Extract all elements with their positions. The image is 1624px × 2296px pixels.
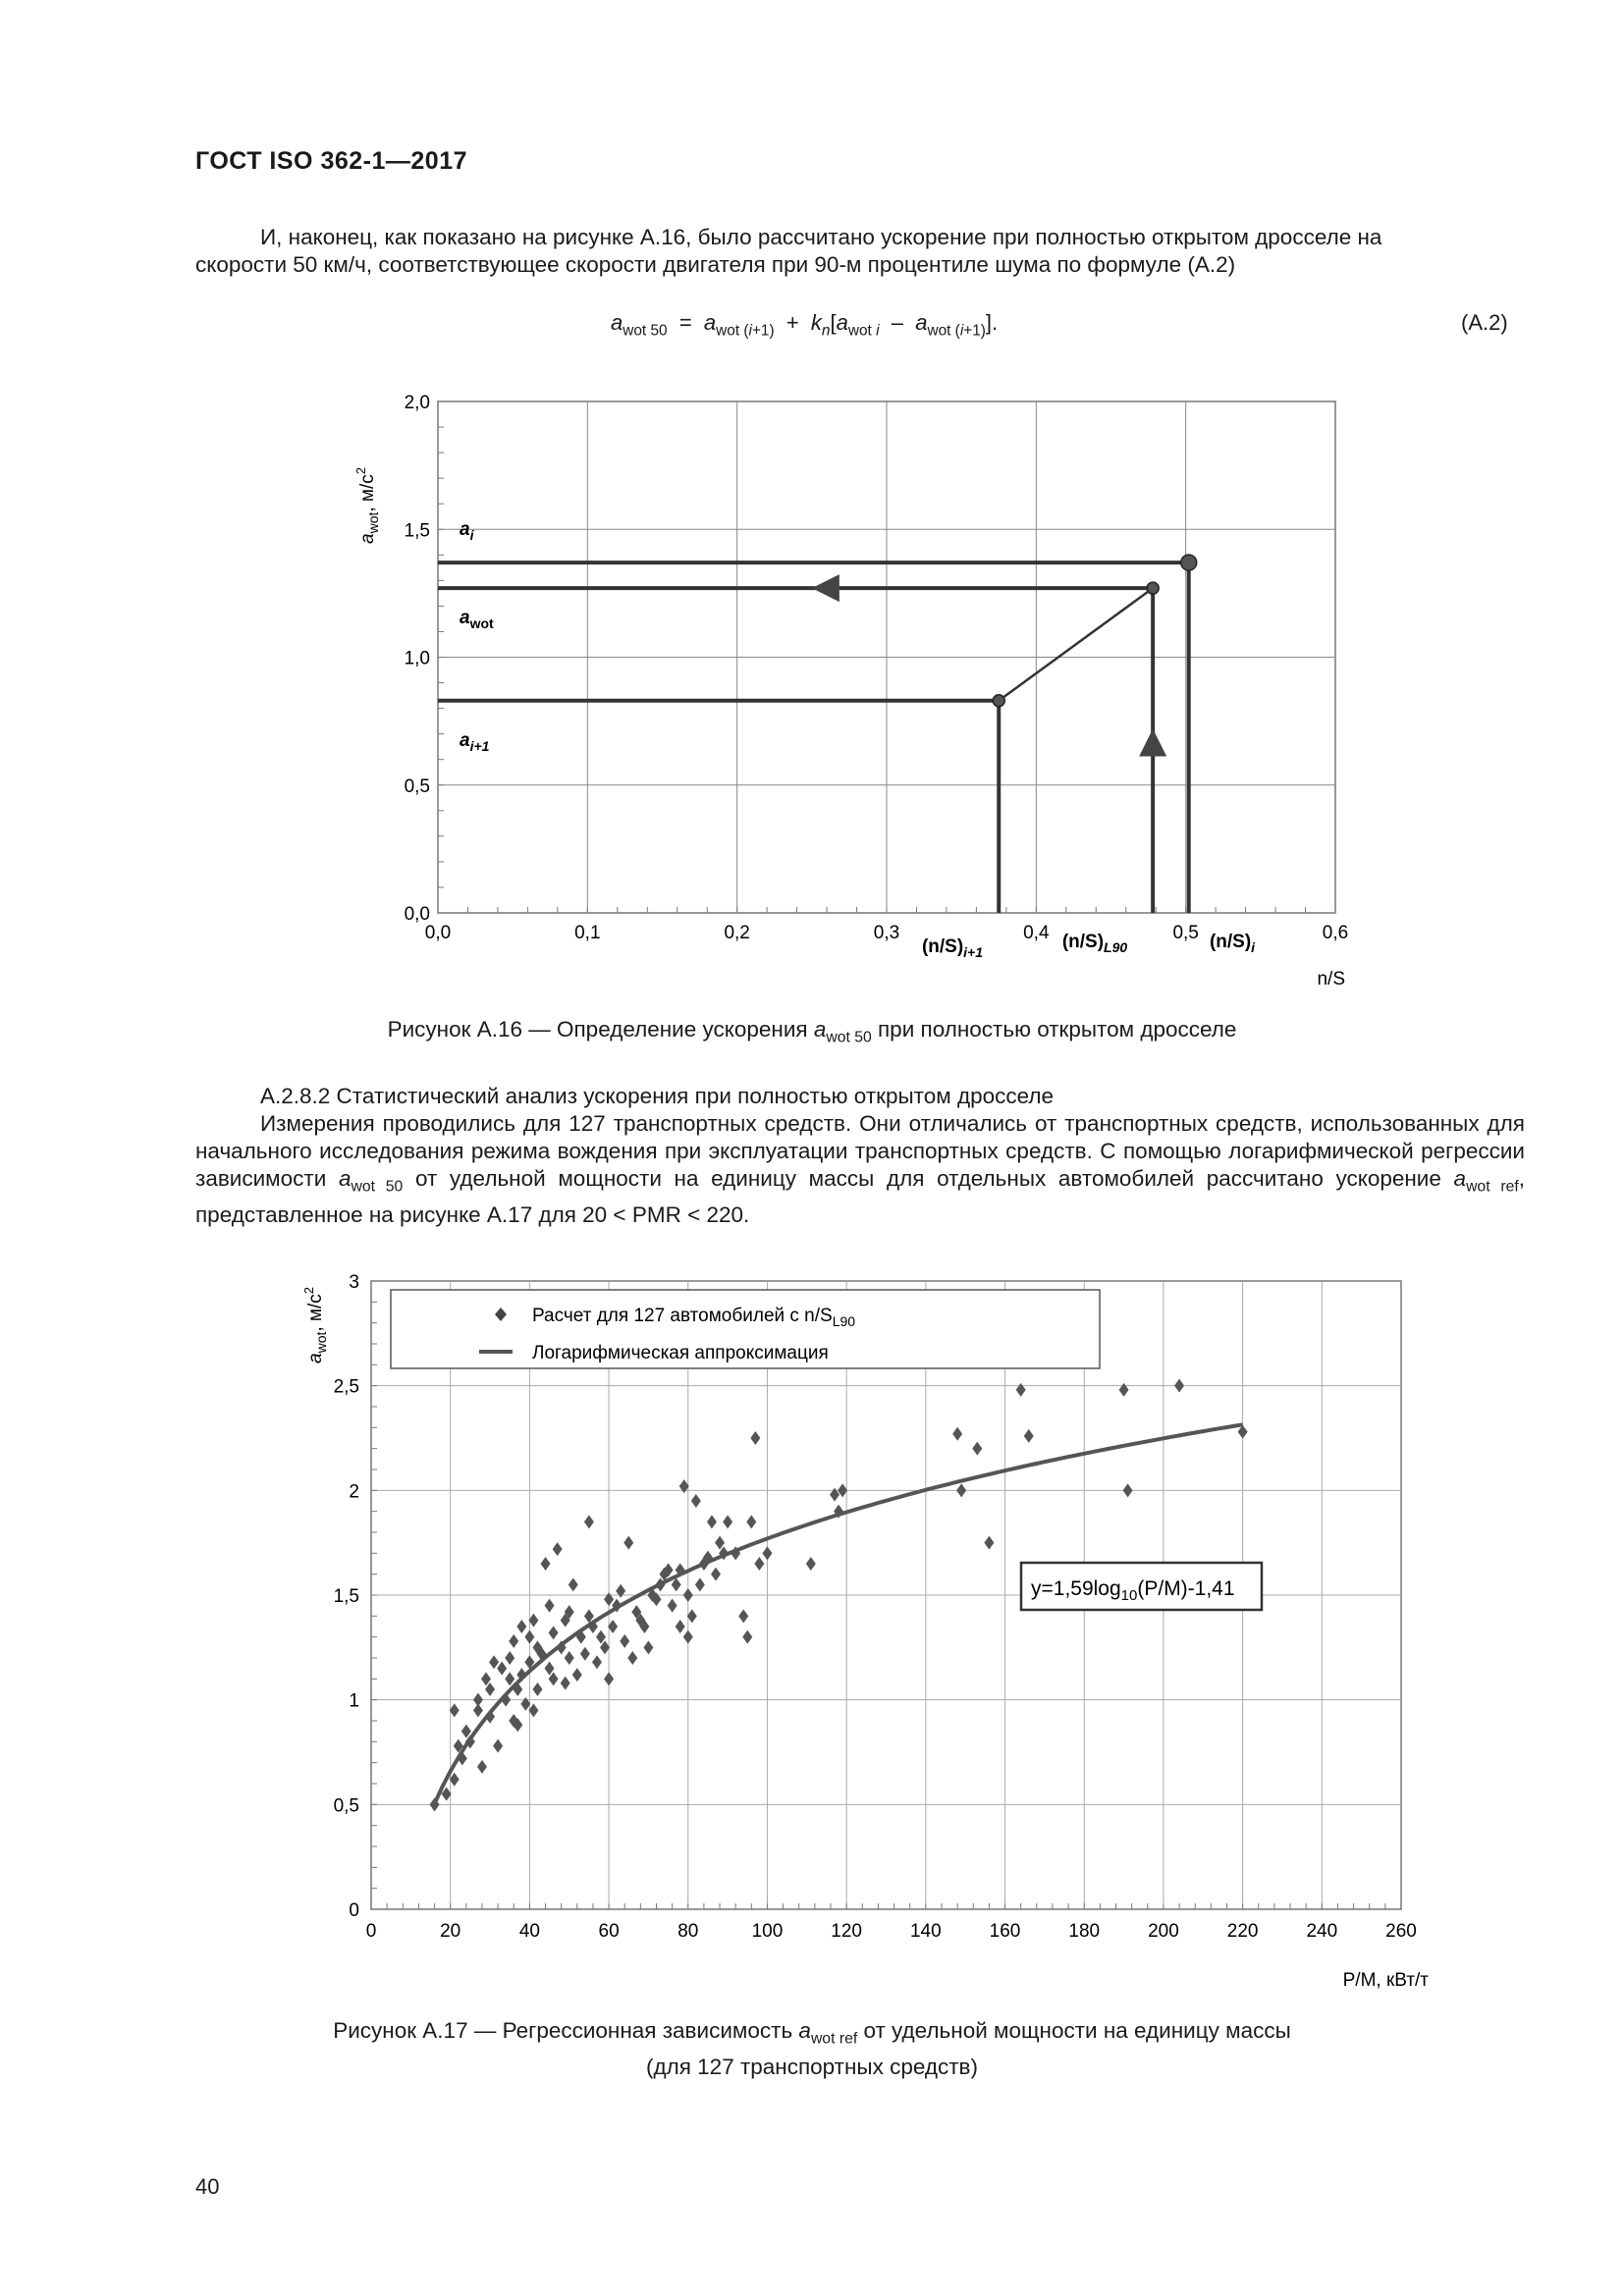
label-a-i: $a_i$ [460, 519, 474, 543]
x-tick-label: 0 [365, 1921, 377, 1942]
figure-a17 [295, 1261, 1443, 1998]
figure-a16-y-label: $a_{wot}$, $м/с^2$ [353, 466, 381, 545]
scatter-point [1174, 1379, 1184, 1393]
scatter-point [838, 1483, 847, 1497]
scatter-point [723, 1515, 732, 1528]
scatter-point [707, 1515, 717, 1528]
label-ns-i: $(n/S)_i$ [1209, 932, 1256, 955]
scatter-point [604, 1592, 614, 1606]
scatter-point [750, 1431, 760, 1445]
figure-a17-caption: Рисунок А.17 — Регрессионная зависимость $a_{wot ref}$ от удельной мощности на единицу массы (для 127 транспортных средств) [333, 2018, 1291, 2079]
scatter-point [509, 1634, 518, 1648]
figure-a17-equation [1021, 1563, 1262, 1610]
x-tick-label: 0,0 [424, 923, 452, 943]
scatter-point [516, 1620, 526, 1633]
fit-curve-line [435, 1424, 1243, 1803]
x-tick-label: 140 [909, 1921, 942, 1942]
x-tick-label: 200 [1148, 1921, 1179, 1942]
scatter-point [952, 1427, 962, 1441]
x-tick-label: 60 [598, 1921, 620, 1942]
x-tick-label: 0,2 [724, 923, 750, 943]
x-tick-label: 180 [1068, 1921, 1101, 1942]
scatter-point [687, 1609, 697, 1623]
x-tick-label: 100 [751, 1921, 784, 1942]
scatter-point [608, 1620, 618, 1633]
scatter-point [1119, 1383, 1129, 1397]
figure-a17-x-label: P/M, кВт/т [1342, 1970, 1429, 1991]
equation-text: $y=1,59\log_{10}(P/M)-1,41$ [1031, 1577, 1235, 1604]
figure-a17-legend [391, 1290, 1100, 1368]
scatter-point [489, 1655, 499, 1669]
x-tick-label: 0,6 [1322, 923, 1349, 943]
figure-a16-grid [438, 401, 1335, 913]
scatter-point [627, 1651, 637, 1665]
scatter-point [549, 1626, 559, 1639]
scatter-point [956, 1483, 966, 1497]
scatter-point [616, 1584, 625, 1598]
intro-line-2: скорости 50 км/ч, соответствующее скорости двигателя при 90-м процентиле шума по формуле (А.2) [195, 252, 1236, 277]
x-tick-label: 240 [1306, 1921, 1338, 1942]
scatter-point [830, 1488, 839, 1502]
figure-a17-y-label: $a_{wot}$, $м/с^2$ [301, 1286, 329, 1364]
scatter-point [738, 1609, 748, 1623]
intro-line-1: И, наконец, как показано на рисунке А.16, было рассчитано ускорение при полностью открытом дросселе на [260, 225, 1382, 249]
scatter-point [623, 1536, 633, 1550]
y-tick-label: 2,0 [404, 393, 430, 413]
point-i [1181, 555, 1197, 570]
scatter-point [679, 1479, 689, 1493]
scatter-point [754, 1557, 764, 1571]
scatter-point [497, 1662, 507, 1676]
scatter-point [984, 1536, 994, 1550]
scatter-point [620, 1634, 629, 1648]
label-ns-i1: $(n/S)_{i+1}$ [921, 936, 984, 960]
intro-paragraph [195, 224, 1525, 279]
scatter-point [762, 1546, 772, 1560]
scatter-point [528, 1703, 538, 1717]
scatter-point [676, 1620, 685, 1633]
scatter-point [668, 1599, 677, 1613]
scatter-point [972, 1442, 982, 1456]
scatter-point [592, 1655, 602, 1669]
point-L90 [1147, 582, 1159, 594]
x-tick-label: 220 [1226, 1921, 1259, 1942]
scatter-point [561, 1677, 570, 1690]
scatter-point [604, 1672, 614, 1685]
section-heading: А.2.8.2 Статистический анализ ускорения при полностью открытом дросселе [260, 1084, 1055, 1108]
section-a282 [195, 1083, 1525, 1229]
label-a-wot: $a_{wot}$ [460, 608, 494, 631]
scatter-point [683, 1588, 693, 1602]
y-tick-label: 3 [349, 1272, 359, 1293]
scatter-point [520, 1697, 530, 1711]
scatter-point [580, 1647, 590, 1661]
y-tick-label: 0,0 [404, 904, 430, 925]
scatter-point [746, 1515, 756, 1528]
y-tick-label: 2,5 [333, 1376, 359, 1398]
formula-a2-rendered: $a_{wot 50} = a_{wot (i+1)} + k_n[a_{wot i} - a_{wot (i+1)}]$. [611, 310, 999, 340]
scatter-point [584, 1515, 594, 1528]
scatter-point [565, 1651, 574, 1665]
arrow-left-icon [812, 574, 839, 602]
y-tick-label: 0,5 [404, 775, 430, 797]
scatter-point [1123, 1483, 1133, 1497]
document-header: ГОСТ ISO 362-1—2017 [195, 147, 468, 175]
page-number: 40 [195, 2174, 220, 2199]
scatter-point [1016, 1383, 1026, 1397]
scatter-point [742, 1630, 752, 1644]
y-tick-label: 0,5 [333, 1795, 359, 1817]
y-tick-label: 2 [349, 1481, 359, 1503]
scatter-point [683, 1630, 693, 1644]
x-tick-label: 40 [518, 1921, 540, 1942]
label-a-i1: $a_{i+1}$ [460, 730, 490, 754]
scatter-point [493, 1739, 503, 1753]
scatter-point [505, 1672, 514, 1685]
legend-scatter-label: Расчет для 127 автомобилей с $n/S_{L90}$ [532, 1306, 856, 1329]
figure-a16-ticks [405, 393, 1349, 943]
point-i+1 [993, 695, 1004, 707]
scatter-point [505, 1651, 514, 1665]
legend-line-label: Логарифмическая аппроксимация [532, 1343, 829, 1363]
x-tick-label: 0,1 [574, 923, 601, 943]
interpolation-line [999, 588, 1153, 701]
figure-a17-fit-curve [435, 1424, 1243, 1803]
x-tick-label: 160 [989, 1921, 1021, 1942]
scatter-point [711, 1568, 721, 1581]
x-tick-label: 0,5 [1172, 923, 1199, 943]
scatter-point [477, 1760, 487, 1774]
x-tick-label: 0,3 [873, 923, 900, 943]
scatter-point [541, 1557, 551, 1571]
x-tick-label: 20 [440, 1921, 461, 1942]
scatter-point [695, 1577, 705, 1591]
scatter-point [553, 1542, 563, 1556]
scatter-point [806, 1557, 816, 1571]
scatter-point [473, 1703, 483, 1717]
y-tick-label: 1,5 [333, 1586, 359, 1607]
label-ns-l90: $(n/S)_{L90}$ [1061, 932, 1128, 955]
figure-a16-caption: Рисунок А.16 — Определение ускорения $a_{wot 50}$ при полностью открытом дросселе [387, 1017, 1237, 1046]
y-tick-label: 1,5 [404, 520, 430, 542]
figure-a16-construction-lines [438, 562, 1189, 913]
scatter-point [532, 1682, 542, 1696]
scatter-point [524, 1630, 534, 1644]
scatter-point [572, 1668, 582, 1682]
x-tick-label: 260 [1385, 1921, 1417, 1942]
y-tick-label: 0 [349, 1900, 359, 1921]
scatter-point [1024, 1429, 1034, 1443]
scatter-point [545, 1599, 555, 1613]
formula-number: (А.2) [1461, 310, 1508, 335]
figure-a16-x-label: n/S [1317, 969, 1345, 989]
x-tick-label: 0,4 [1023, 923, 1050, 943]
y-tick-label: 1,0 [404, 648, 430, 669]
scatter-point [450, 1773, 460, 1787]
scatter-point [450, 1703, 460, 1717]
scatter-point [528, 1614, 538, 1628]
section-paragraph: Измерения проводились для 127 транспортных средств. Они отличались от транспортных средств, использованных для начального исследования режима вождения при эксплуатации транспортных средств. С помощью логарифмической регрессии зависимости $a_{wot 50}$ от удельной мощности на единицу массы для отдельных автомобилей рассчитано ускорение $a_{wot ref}$, представленное на рисунке А.17 для 20 < PMR < 220. [195, 1111, 1526, 1227]
x-tick-label: 120 [831, 1921, 863, 1942]
scatter-point [643, 1640, 653, 1654]
scatter-point [691, 1494, 701, 1508]
arrow-up-icon [1139, 728, 1166, 756]
x-tick-label: 80 [677, 1921, 699, 1942]
y-tick-label: 1 [349, 1690, 359, 1712]
scatter-point [568, 1577, 578, 1591]
figure-a16 [344, 388, 1384, 996]
